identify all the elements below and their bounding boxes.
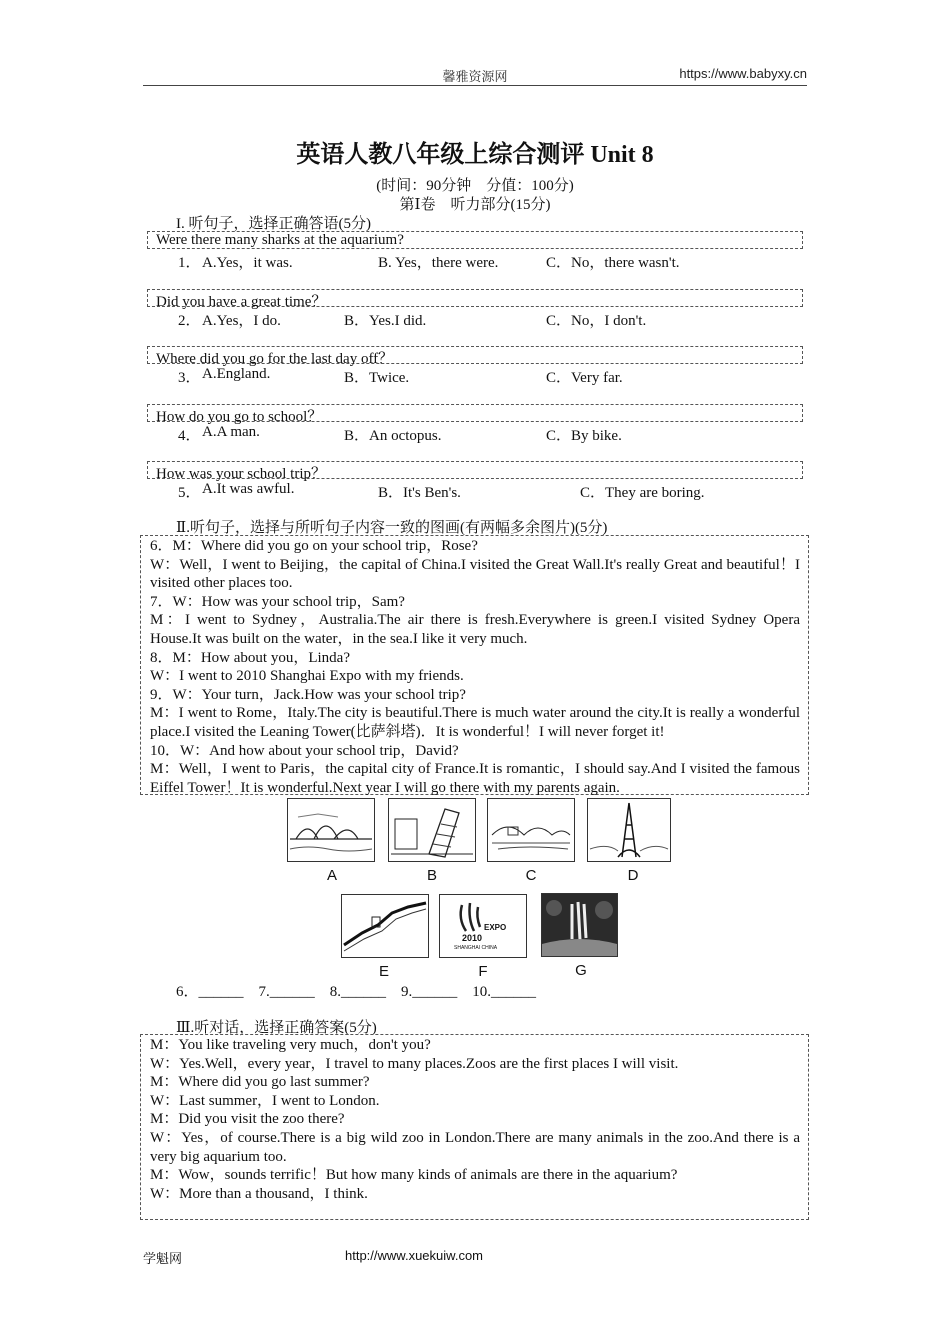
picture-label: G: [575, 962, 587, 979]
script-line: M：I went to Sydney，Australia.The air there is fresh.Everywhere is green.I visited Sydney Opera House.It was built on the water，in the sea.I like it very much.: [150, 612, 800, 647]
script-line: W：Well，I went to Beijing，the capital of China.I visited the Great Wall.It's really Great and beautiful！I visited other places too.: [150, 556, 800, 592]
question-script: Where did you go for the last day off？: [156, 351, 394, 367]
script-line: 10．W：And how about your school trip，David?: [150, 742, 459, 759]
option-c[interactable]: C．By bike.: [546, 427, 622, 444]
script-line: M：Where did you go last summer?: [150, 1074, 370, 1091]
picture-label: F: [478, 963, 488, 980]
option-b[interactable]: B．Yes.I did.: [344, 312, 427, 329]
script-line: M：Wow，sounds terrific！But how many kinds of animals are there in the aquarium?: [150, 1167, 678, 1184]
question-script: How was your school trip？: [156, 466, 326, 482]
picture-e-great-wall: [341, 894, 429, 958]
question-number[interactable]: 5．: [178, 485, 201, 501]
question-number[interactable]: 1．: [178, 255, 201, 271]
option-b[interactable]: B．Twice.: [344, 370, 410, 386]
question-script: Were there many sharks at the aquarium?: [156, 232, 404, 248]
section2-script: [150, 537, 800, 797]
question-script: Did you have a great time？: [156, 293, 327, 310]
header-site: 馨雅资源网: [442, 69, 508, 84]
option-a[interactable]: A.England.: [202, 366, 271, 382]
script-line: 8．M：How about you，Linda?: [150, 649, 350, 666]
answer-blanks[interactable]: 6．______ 7.______ 8.______ 9.______ 10.______: [176, 984, 537, 1000]
script-line: 9．W：Your turn，Jack.How was your school trip?: [150, 686, 466, 703]
section3-script: [150, 1036, 800, 1203]
script-line: M：I went to Rome，Italy.The city is beautiful.There is much water around the city.It is really a wonderful place.I visited the Leaning Tower(比萨斜塔)．It is wonderful！I will never forget it!: [150, 705, 800, 740]
header-divider: [143, 85, 807, 86]
question-script-box: [147, 461, 803, 482]
script-line: W：More than a thousand，I think.: [150, 1185, 368, 1202]
picture-g-waterfall: [541, 893, 618, 957]
section1-heading: I. 听句子，选择正确答语(5分): [176, 216, 371, 232]
section2-heading: Ⅱ.听句子，选择与所听句子内容一致的图画(有两幅多余图片)(5分): [176, 520, 608, 536]
question-script-box: [147, 231, 803, 249]
expo-year: 2010: [462, 933, 483, 943]
script-line: M：Did you visit the zoo there?: [150, 1111, 345, 1128]
picture-d-eiffel-tower: [587, 798, 671, 862]
question-number[interactable]: 2．: [178, 312, 201, 329]
header-url[interactable]: https://www.babyxy.cn: [679, 66, 807, 81]
option-c[interactable]: C．They are boring.: [580, 485, 705, 501]
option-c[interactable]: C．Very far.: [546, 370, 623, 386]
question-script-box: [147, 289, 803, 310]
option-b[interactable]: B. Yes，there were.: [378, 255, 499, 271]
section3-heading: Ⅲ.听对话，选择正确答案(5分): [176, 1020, 377, 1036]
picture-f-expo-logo: [439, 894, 527, 958]
page-title: 英语人教八年级上综合测评 Unit 8: [296, 142, 654, 168]
option-c[interactable]: C．No，I don't.: [546, 312, 647, 329]
expo-word: EXPO: [484, 923, 507, 932]
question-script-box: [147, 404, 803, 425]
picture-label: C: [525, 867, 537, 884]
picture-c-harbour: [487, 798, 575, 862]
option-b[interactable]: B．It's Ben's.: [378, 485, 461, 501]
part-heading: 第Ⅰ卷 听力部分(15分): [399, 197, 551, 213]
script-line: M：You like traveling very much，don't you?: [150, 1037, 431, 1053]
picture-b-leaning-tower: [388, 798, 476, 862]
question-number[interactable]: 3．: [178, 370, 201, 386]
time-score: (时间：90分钟 分值：100分): [376, 178, 574, 194]
option-a[interactable]: A.Yes，I do.: [202, 312, 281, 329]
picture-a-opera-house: [287, 798, 375, 862]
script-line: 6．M：Where did you go on your school trip，Rose?: [150, 538, 478, 554]
option-a[interactable]: A.Yes，it was.: [202, 255, 293, 271]
question-script: How do you go to school？: [156, 408, 323, 425]
picture-label: D: [627, 867, 639, 884]
expo-place: SHANGHAI CHINA: [454, 945, 498, 951]
script-line: W：Yes，of course.There is a big wild zoo in London.There are many animals in the zoo.And there is a very big aquarium too.: [150, 1129, 800, 1165]
script-line: M：Well，I went to Paris，the capital city of France.It is romantic，I should say.And I visited the famous Eiffel Tower！It is wonderful.Next year I will go there with my parents again.: [150, 761, 800, 796]
option-c[interactable]: C．No，there wasn't.: [546, 255, 680, 271]
option-a[interactable]: A.A man.: [202, 423, 260, 440]
script-line: W：I went to 2010 Shanghai Expo with my friends.: [150, 668, 464, 685]
picture-label: E: [378, 963, 389, 980]
picture-label: A: [326, 867, 337, 884]
question-number[interactable]: 4．: [178, 427, 201, 444]
script-line: 7．W：How was your school trip，Sam?: [150, 593, 405, 610]
footer-site: 学魁网: [143, 1251, 183, 1266]
script-line: W：Last summer，I went to London.: [150, 1092, 380, 1109]
option-b[interactable]: B．An octopus.: [344, 427, 442, 444]
option-a[interactable]: A.It was awful.: [202, 481, 295, 497]
picture-label: B: [426, 867, 437, 884]
question-script-box: [147, 346, 803, 367]
script-line: W：Yes.Well，every year，I travel to many places.Zoos are the first places I will visit.: [150, 1055, 679, 1072]
footer-url[interactable]: http://www.xuekuiw.com: [345, 1248, 483, 1263]
